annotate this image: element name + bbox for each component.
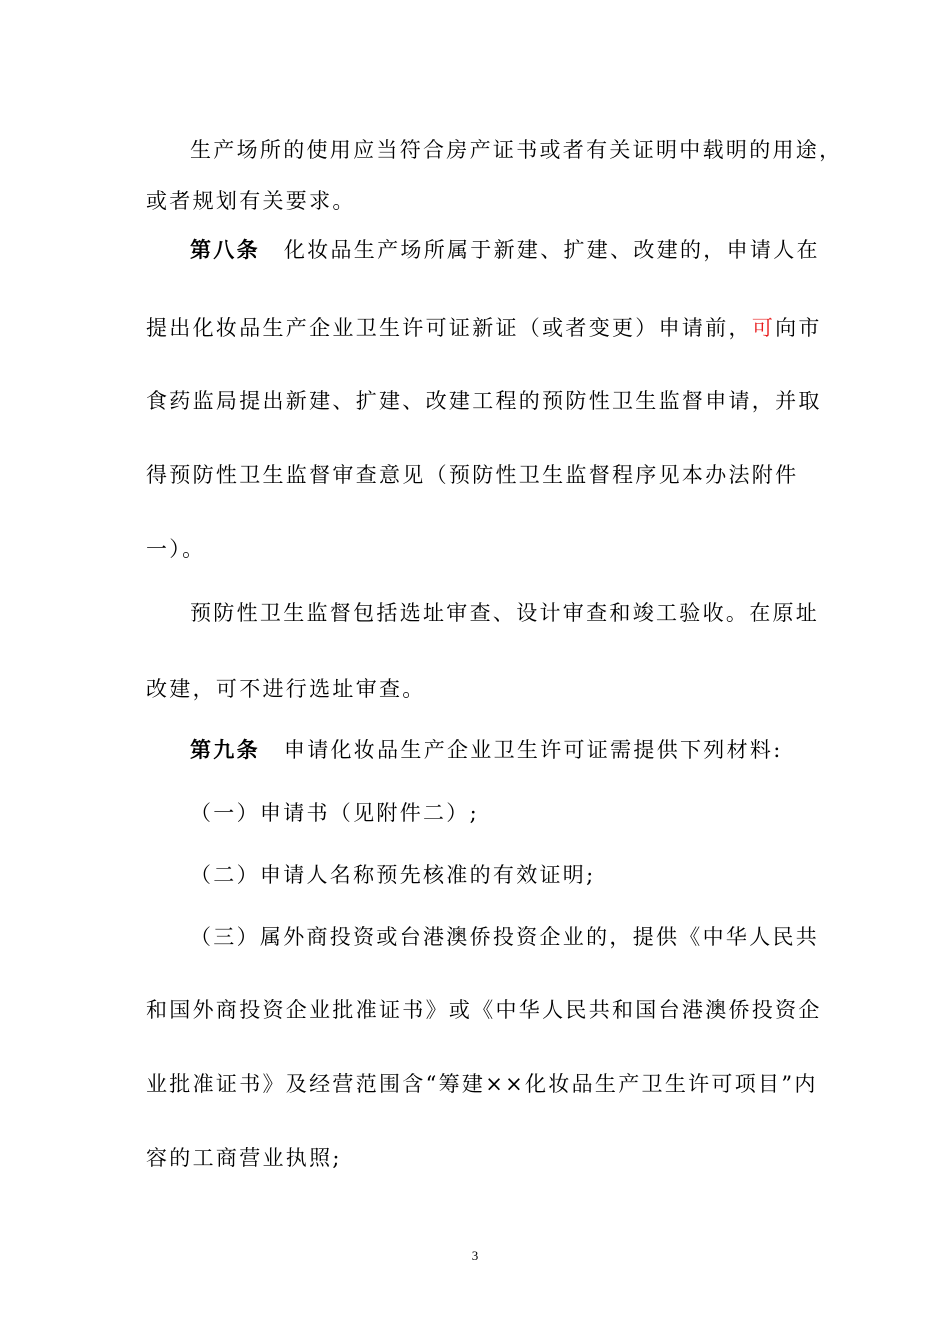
paragraph-line: 或者规划有关要求。	[146, 189, 356, 213]
paragraph-line: 预防性卫生监督包括选址审查、设计审查和竣工验收。在原址	[190, 601, 820, 625]
paragraph-line: 和国外商投资企业批准证书》或《中华人民共和国台港澳侨投资企	[146, 998, 822, 1022]
paragraph-line: 得预防性卫生监督审查意见（预防性卫生监督程序见本办法附件	[146, 463, 799, 487]
paragraph-text: 向市	[775, 316, 822, 340]
paragraph-line: 改建，可不进行选址审查。	[146, 677, 426, 701]
highlighted-text: 可	[751, 316, 776, 340]
list-item: （二）申请人名称预先核准的有效证明;	[190, 863, 596, 887]
paragraph-text: 提出化妆品生产企业卫生许可证新证（或者变更）申请前，	[146, 316, 752, 340]
list-item: （一）申请书（见附件二）;	[190, 801, 479, 825]
paragraph-line: 容的工商营业执照;	[146, 1146, 342, 1170]
article-9-title: 第九条	[190, 738, 260, 762]
page-number: 3	[471, 1248, 479, 1263]
paragraph-text: 申请化妆品生产企业卫生许可证需提供下列材料:	[283, 738, 783, 762]
paragraph-text: 化妆品生产场所属于新建、扩建、改建的，申请人在	[283, 238, 820, 262]
list-item: （三）属外商投资或台港澳侨投资企业的，提供《中华人民共	[190, 925, 820, 949]
paragraph-line: 生产场所的使用应当符合房产证书或者有关证明中载明的用途，	[190, 138, 843, 162]
paragraph-line: 业批准证书》及经营范围含“筹建××化妆品生产卫生许可项目”内	[146, 1072, 818, 1096]
paragraph-line: 一）。	[146, 537, 206, 561]
article-8-title: 第八条	[190, 238, 260, 262]
article-9-first-line	[190, 736, 783, 764]
paragraph-line: 食药监局提出新建、扩建、改建工程的预防性卫生监督申请，并取	[146, 389, 822, 413]
article-8-first-line	[190, 236, 820, 264]
paragraph-line	[146, 314, 822, 342]
